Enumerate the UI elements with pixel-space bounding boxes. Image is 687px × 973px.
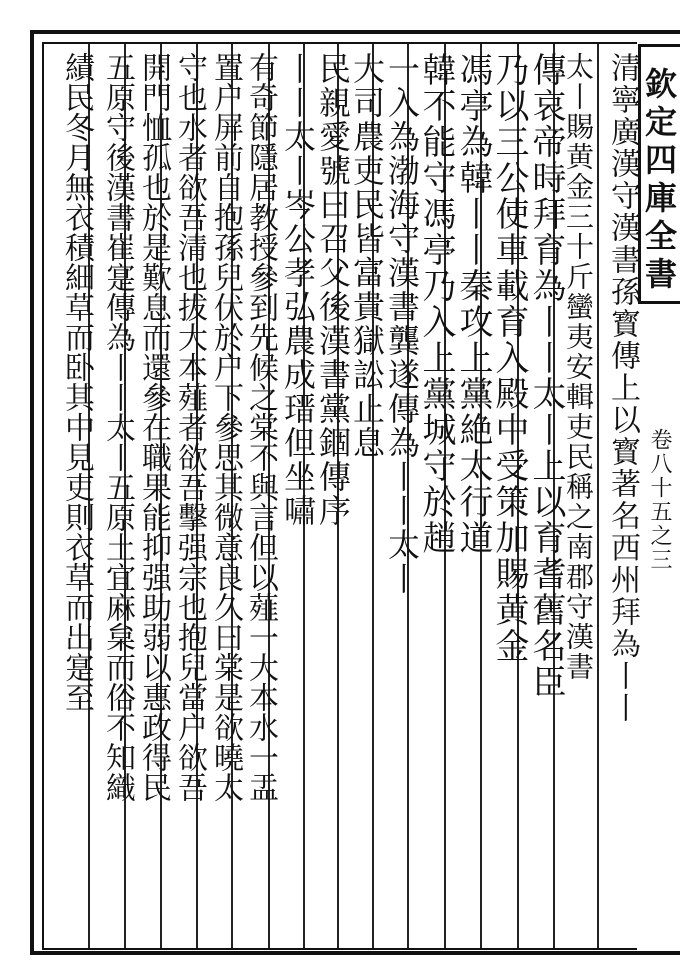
- text-column: 民親愛號曰召父後漢書黨錮傳序: [314, 52, 352, 528]
- text-column: 守也水者欲吾清也拔大本薤者欲吾擊强宗也抱兒當户欲吾: [172, 52, 207, 802]
- text-column: 清寧廣漢守漢書孫寳傳上以寳著名西州拜為丨丨: [605, 52, 640, 724]
- text-column: 乃以三公使車載育入殿中受策加賜黄金: [489, 52, 529, 664]
- text-column: 績民冬月無衣積細草而卧其中見吏則衣草而出寔至: [59, 52, 94, 712]
- volume-label: 卷八十五之三: [647, 428, 672, 572]
- text-column: 傳哀帝時拜育為丨丨太丨上以育耆舊名臣: [526, 52, 566, 700]
- text-column: 韓不能守馮亭乃入上黨城守於趙: [416, 52, 456, 556]
- text-column: 太丨賜黄金三十斤蠻夷安輯吏民稱之南郡守漢書: [562, 52, 595, 682]
- book-title-banner: 欽定四庫全書: [638, 44, 680, 304]
- text-column: 一入為渤海守漢書龔遂傳為丨丨太丨: [383, 52, 421, 596]
- text-column: 開門恤孤也於是歎息而還參在職果能抑强助弱以惠政得民: [136, 52, 171, 802]
- text-column: 有奇節隱居教授參到先候之棠不與言但以薤一大本水一盂: [243, 52, 278, 802]
- text-column: 馮亭為韓丨丨秦攻上黨絶太行道: [453, 52, 493, 556]
- text-column: 五原守後漢書崔寔傳為丨丨太丨五原土宜麻枲而俗不知織: [100, 52, 135, 802]
- text-column: 置户屏前自抱孫兒伏於户下參思其微意良久曰棠是欲曉太: [208, 52, 243, 802]
- text-column: 大司農吏民皆富貴獄訟止息: [348, 52, 386, 460]
- text-column: 丨丨太丨岑公孝弘農成瑨但坐嘯: [279, 52, 317, 528]
